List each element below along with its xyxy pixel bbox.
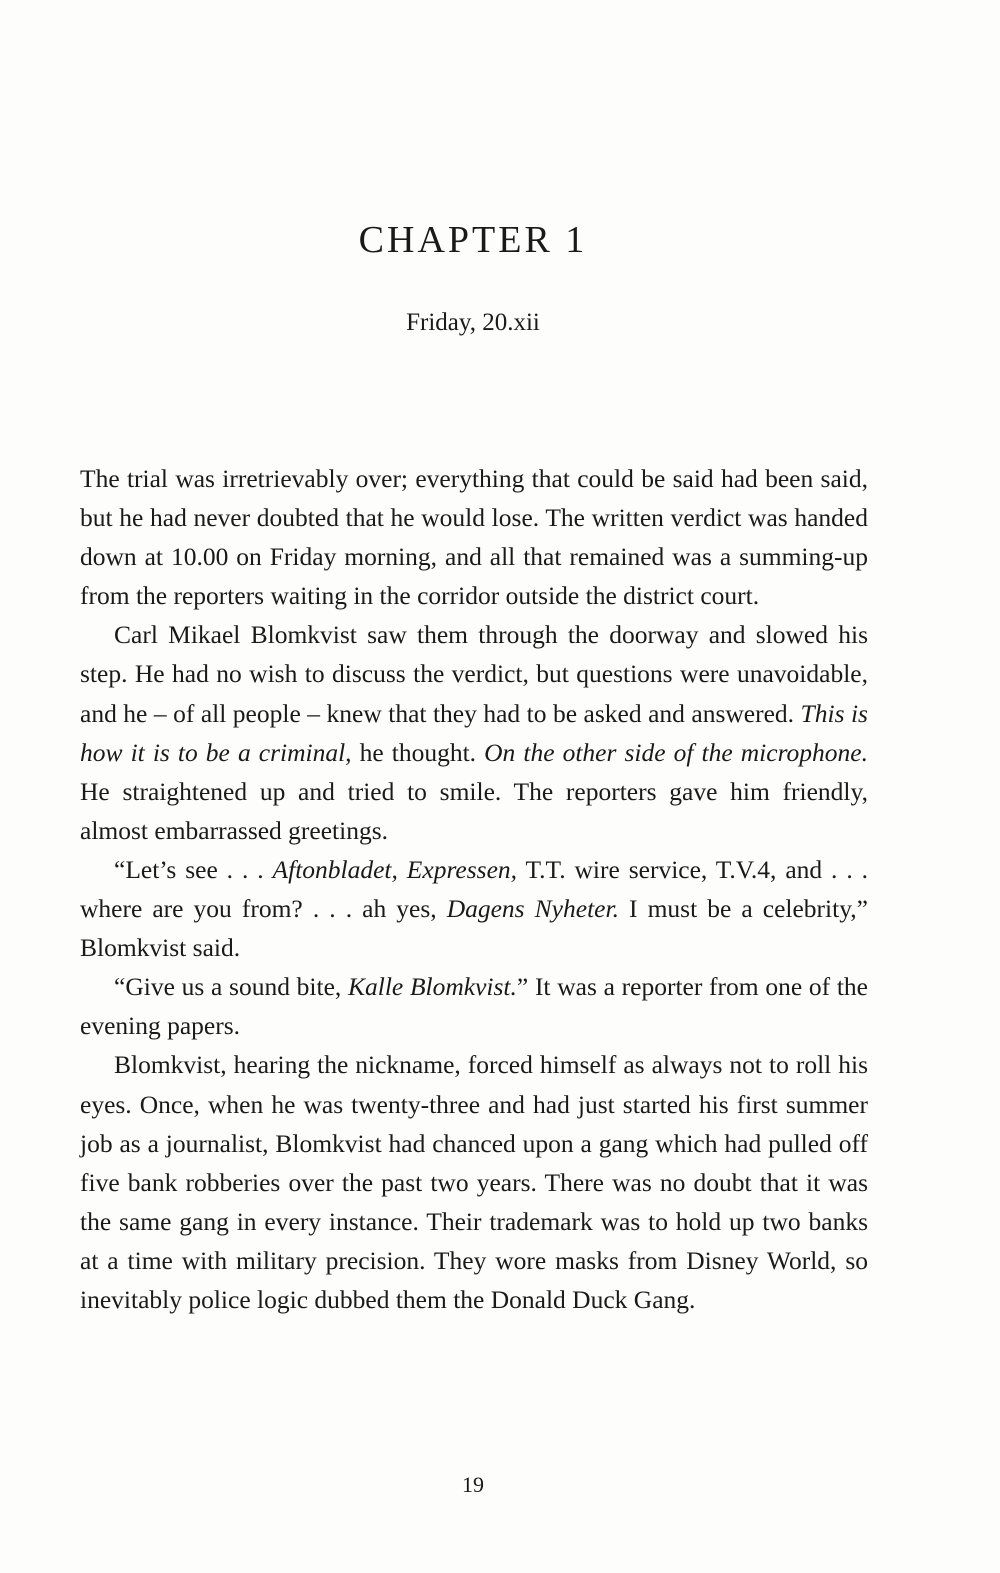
paragraph <box>80 1045 868 1319</box>
body-text <box>80 459 868 1319</box>
italic-text: Kalle Blomkvist. <box>348 972 517 1002</box>
page-number: 19 <box>462 1472 484 1497</box>
italic-text: This is how it is to be a criminal, <box>80 698 868 767</box>
italic-text: Dagens Nyheter. <box>446 894 619 924</box>
paragraph <box>80 850 868 967</box>
text-segment: “Let’s see . . . <box>114 854 273 884</box>
text-segment: He straightened up and tried to smile. The reporters gave him friendly, almost embarrassed greetings. <box>80 776 868 845</box>
text-segment: he thought. <box>351 737 485 767</box>
chapter-date: Friday, 20.xii <box>406 309 540 336</box>
text-segment: Carl Mikael Blomkvist saw them through the doorway and slowed his step. He had no wish to discuss the verdict, but questions were unavoidable, and he – of all people – knew that they had to be asked and answered. <box>80 620 868 728</box>
text-segment: The trial was irretrievably over; everything that could be said had been said, but he had never doubted that he would lose. The written verdict was handed down at 10.00 on Friday morning, and all that remained was a summing-up from the reporters waiting in the corridor outside the district court. <box>80 464 868 611</box>
italic-text: Aftonbladet, Expressen, <box>272 854 518 884</box>
text-segment: T.T. wire service, T.V.4, and . . . where are you from? . . . ah yes, <box>80 854 868 924</box>
italic-text: On the other side of the microphone. <box>484 737 868 767</box>
text-segment: I must be a celebrity,” Blomkvist said. <box>80 894 868 963</box>
paragraph <box>80 615 868 850</box>
text-segment: ” It was a reporter from one of the evening papers. <box>80 972 868 1041</box>
chapter-title: CHAPTER 1 <box>358 219 588 261</box>
paragraph <box>80 967 868 1045</box>
text-segment: “Give us a sound bite, <box>114 972 348 1002</box>
text-segment: Blomkvist, hearing the nickname, forced himself as always not to roll his eyes. Once, when he was twenty-three and had just started his first summer job as a journalist, Blomkvist had chanced upon a gang which had pulled off five bank robberies over the past two years. There was no doubt that it was the same gang in every instance. Their trademark was to hold up two banks at a time with military precision. They wore masks from Disney World, so inevitably police logic dubbed them the Donald Duck Gang. <box>80 1050 868 1314</box>
paragraph <box>80 459 868 615</box>
